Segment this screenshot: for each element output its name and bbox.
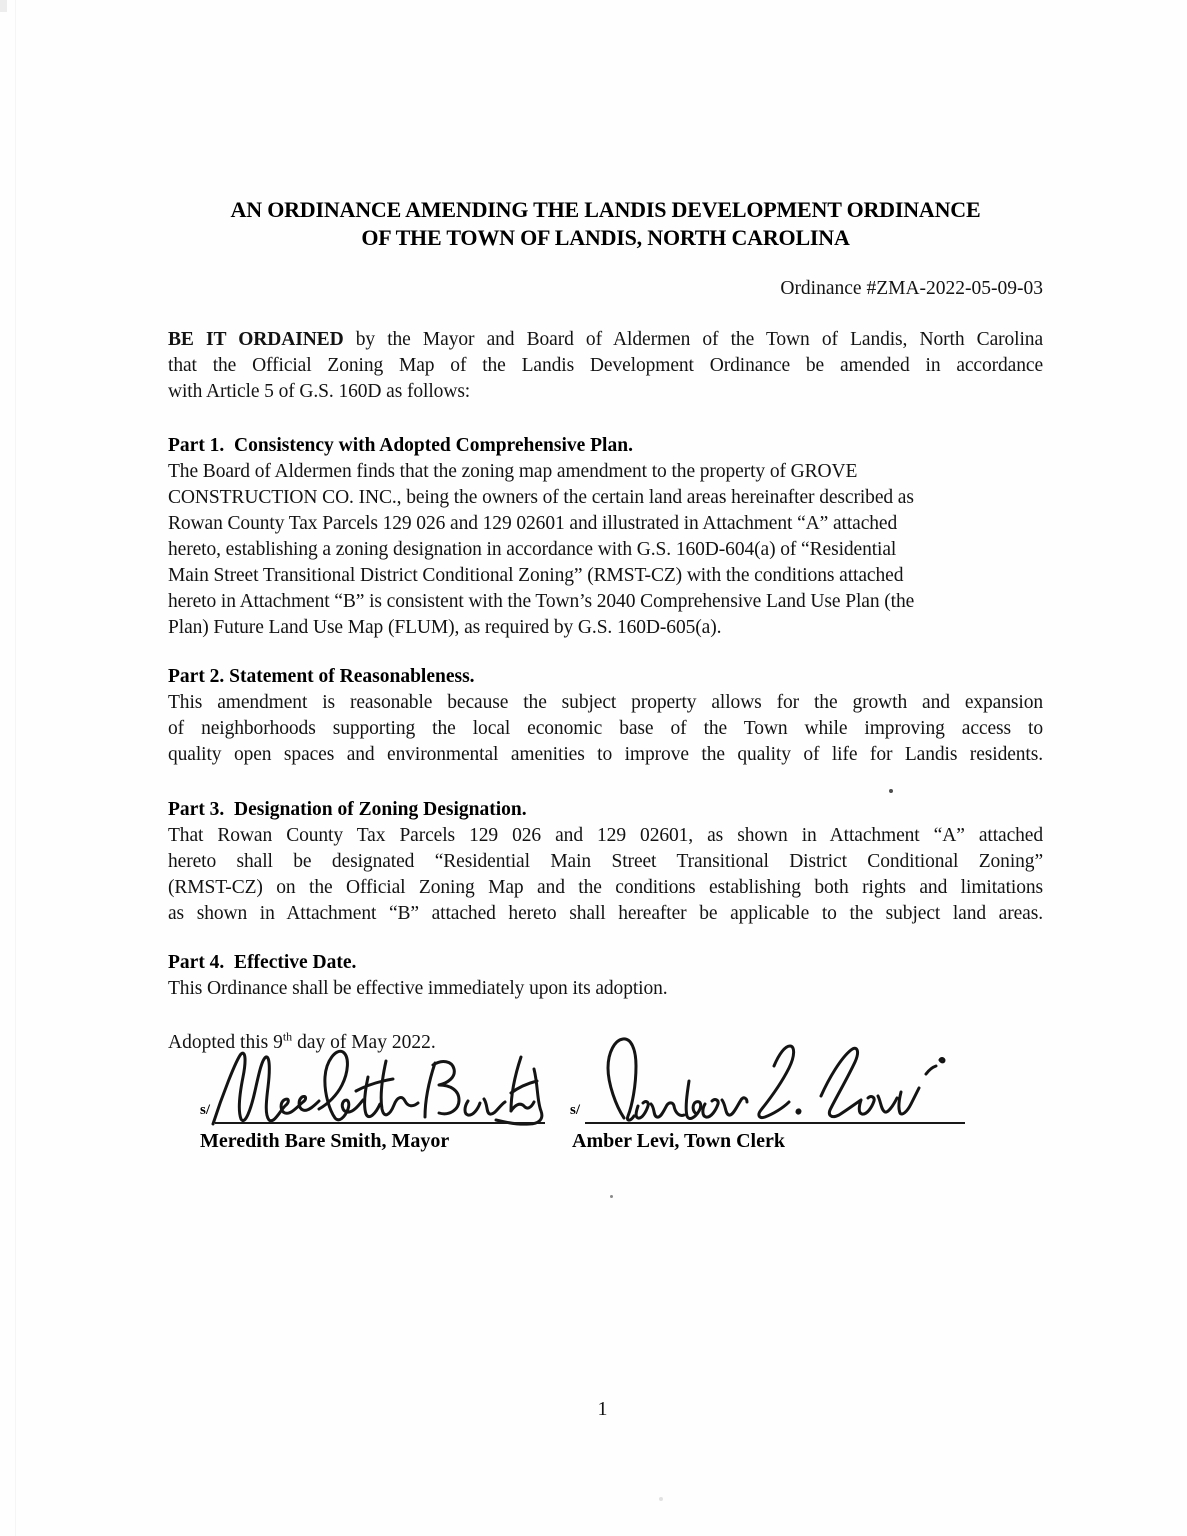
signature-block [168, 1060, 1043, 1175]
part-1-line: Main Street Transitional District Conditional Zoning” (RMST-CZ) with the conditions attached [168, 565, 904, 586]
part-3-section [168, 797, 1043, 927]
scan-edge-line [15, 0, 16, 1536]
scan-speck [889, 789, 893, 793]
mayor-name: Meredith Bare Smith, Mayor [200, 1130, 450, 1152]
part-2-section [168, 664, 1043, 768]
mayor-signature-handwriting [210, 1048, 545, 1128]
part-4-body [168, 976, 1043, 1002]
part-1-section [168, 433, 1043, 641]
part-3-heading: Part 3. Designation of Zoning Designation. [168, 799, 527, 820]
document-title [168, 196, 1043, 252]
mayor-signature-line [215, 1122, 545, 1124]
scan-speck [659, 1497, 663, 1501]
clerk-signature-area [570, 1060, 982, 1175]
part-2-line: This amendment is reasonable because the subject property allows for the growth and expansion [168, 692, 1043, 713]
preamble-paragraph [168, 327, 1043, 405]
preamble-line-3: with Article 5 of G.S. 160D as follows: [168, 381, 471, 402]
part-3-line: as shown in Attachment “B” attached hereto shall hereafter be applicable to the subject land areas. [168, 903, 1043, 924]
part-3-line: hereto shall be designated “Residential Main Street Transitional District Conditional Zoning” [168, 851, 1043, 872]
mayor-s-slash-label: s/ [200, 1102, 211, 1118]
mayor-signature-area [200, 1060, 548, 1175]
part-3-line: That Rowan County Tax Parcels 129 026 and 129 02601, as shown in Attachment “A” attached [168, 825, 1043, 846]
part-1-line: The Board of Aldermen finds that the zoning map amendment to the property of GROVE [168, 461, 858, 482]
part-1-heading: Part 1. Consistency with Adopted Comprehensive Plan. [168, 435, 633, 456]
part-2-line: of neighborhoods supporting the local economic base of the Town while improving access to [168, 718, 1043, 739]
clerk-signature-handwriting [588, 1034, 973, 1124]
be-it-ordained-lead: BE IT ORDAINED [168, 329, 344, 350]
clerk-name: Amber Levi, Town Clerk [572, 1130, 785, 1152]
title-line-1: AN ORDINANCE AMENDING THE LANDIS DEVELOPMENT ORDINANCE [230, 197, 981, 222]
part-1-line: Rowan County Tax Parcels 129 026 and 129 02601 and illustrated in Attachment “A” attached [168, 513, 898, 534]
adopted-text: Adopted this 9 [168, 1032, 283, 1053]
part-1-body [168, 459, 1043, 641]
part-4-line: This Ordinance shall be effective immediately upon its adoption. [168, 978, 668, 999]
part-2-body [168, 690, 1043, 768]
page-number: 1 [597, 1398, 608, 1420]
preamble-line-2: that the Official Zoning Map of the Landis Development Ordinance be amended in accordance [168, 355, 1043, 376]
part-4-heading: Part 4. Effective Date. [168, 952, 357, 973]
part-3-line: (RMST-CZ) on the Official Zoning Map and the conditions establishing both rights and limitations [168, 877, 1043, 898]
adopted-text-post: day of May 2022. [292, 1032, 436, 1053]
scan-speck [610, 1195, 613, 1198]
clerk-s-slash-label: s/ [570, 1102, 581, 1118]
title-line-2: OF THE TOWN OF LANDIS, NORTH CAROLINA [361, 225, 850, 250]
part-1-line: hereto in Attachment “B” is consistent with the Town’s 2040 Comprehensive Land Use Plan (the [168, 591, 915, 612]
ordinal-superscript: th [282, 1029, 293, 1044]
part-4-section [168, 950, 1043, 1002]
scan-corner-artifact [0, 0, 7, 12]
part-1-line: Plan) Future Land Use Map (FLUM), as required by G.S. 160D-605(a). [168, 617, 722, 638]
clerk-signature-line [585, 1122, 965, 1124]
preamble-line-1 [168, 327, 1043, 353]
part-2-line: quality open spaces and environmental amenities to improve the quality of life for Landis residents. [168, 744, 1043, 765]
preamble-line-1-rest: by the Mayor and Board of Aldermen of the Town of Landis, North Carolina [343, 329, 1044, 350]
part-3-body [168, 823, 1043, 927]
part-1-line: hereto, establishing a zoning designation in accordance with G.S. 160D-604(a) of “Residential [168, 539, 897, 560]
part-2-heading: Part 2. Statement of Reasonableness. [168, 666, 475, 687]
part-1-line: CONSTRUCTION CO. INC., being the owners of the certain land areas hereinafter described as [168, 487, 914, 508]
document-content [168, 0, 1043, 1175]
ordinance-number: Ordinance #ZMA-2022-05-09-03 [780, 278, 1043, 299]
